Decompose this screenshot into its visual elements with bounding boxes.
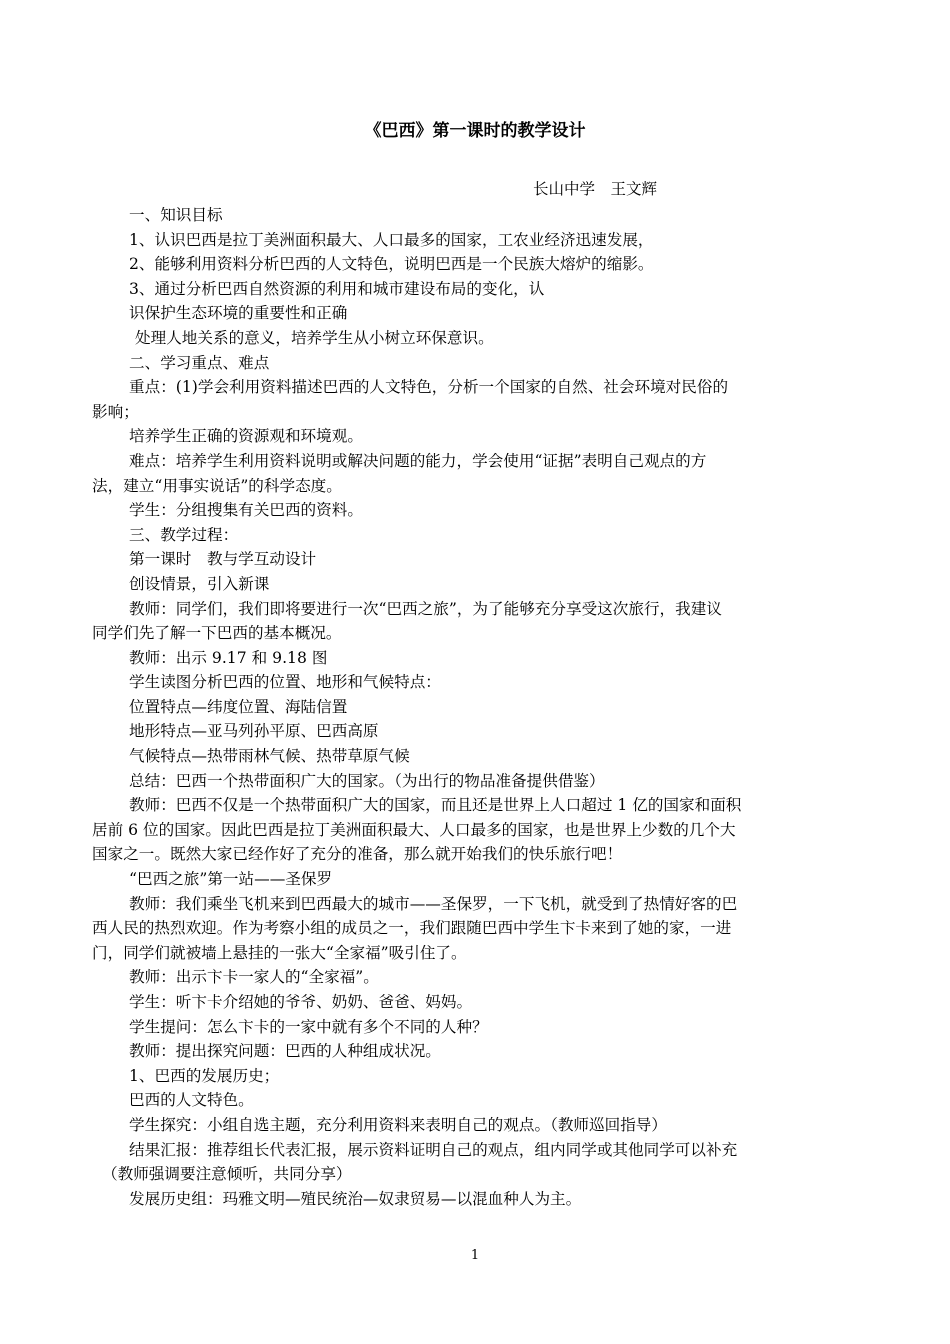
- paragraph-line: 3、通过分析巴西自然资源的利用和城市建设布局的变化，认: [129, 279, 545, 298]
- paragraph-line: 国家之一。既然大家已经作好了充分的准备，那么就开始我们的快乐旅行吧！: [92, 845, 623, 864]
- paragraph-line: 巴西的人文特色。: [129, 1091, 254, 1110]
- document-body: [92, 203, 868, 1211]
- paragraph-line: 同学们先了解一下巴西的基本概况。: [92, 624, 342, 643]
- paragraph-line: 气候特点—热带雨林气候、热带草原气候: [129, 747, 410, 766]
- section-heading: 二、学习重点、难点: [129, 353, 270, 372]
- paragraph-line: 居前 6 位的国家。因此巴西是拉丁美洲面积最大、人口最多的国家，也是世界上少数的几个大: [92, 820, 736, 839]
- paragraph-line: 教师：提出探究问题：巴西的人种组成状况。: [129, 1042, 441, 1061]
- paragraph-line: 教师：我们乘坐飞机来到巴西最大的城市——圣保罗，一下飞机，就受到了热情好客的巴: [129, 894, 738, 913]
- paragraph-line: 创设情景，引入新课: [129, 574, 270, 593]
- paragraph-line: 法，建立“用事实说话”的科学态度。: [92, 476, 342, 495]
- document-title: 《巴西》第一课时的教学设计: [364, 121, 586, 141]
- paragraph-line: 结果汇报：推荐组长代表汇报，展示资料证明自己的观点，组内同学或其他同学可以补充: [129, 1140, 738, 1159]
- paragraph-line: 学生：分组搜集有关巴西的资料。: [129, 501, 363, 520]
- paragraph-line: 培养学生正确的资源观和环境观。: [129, 427, 363, 446]
- paragraph-line: 1、巴西的发展历史；: [129, 1066, 280, 1085]
- paragraph-line: 教师：巴西不仅是一个热带面积广大的国家，而且还是世界上人口超过 1 亿的国家和面积: [129, 796, 742, 815]
- paragraph-line: 第一课时 教与学互动设计: [129, 550, 317, 569]
- paragraph-line: 发展历史组：玛雅文明—殖民统治—奴隶贸易—以混血种人为主。: [129, 1189, 582, 1208]
- paragraph-line: 教师：出示 9.17 和 9.18 图: [129, 648, 328, 667]
- paragraph-line: “巴西之旅”第一站——圣保罗: [129, 870, 333, 889]
- page-number: 1: [470, 1248, 480, 1263]
- paragraph-line: 教师：出示卞卡一家人的“全家福”。: [129, 968, 379, 987]
- paragraph-line: 难点：培养学生利用资料说明或解决问题的能力，学会使用“证据”表明自己观点的方: [129, 451, 707, 470]
- paragraph-line: 识保护生态环境的重要性和正确: [129, 304, 348, 323]
- paragraph-line: 学生探究：小组自选主题，充分利用资料来表明自己的观点。（教师巡回指导）: [129, 1115, 667, 1134]
- paragraph-line: 西人民的热烈欢迎。作为考察小组的成员之一，我们跟随巴西中学生卞卡来到了她的家，一进: [92, 919, 732, 938]
- paragraph-line: 门，同学们就被墙上悬挂的一张大“全家福”吸引住了。: [92, 943, 467, 962]
- section-heading: 一、知识目标: [129, 206, 223, 224]
- paragraph-line: 地形特点—亚马列孙平原、巴西高原: [129, 722, 379, 741]
- paragraph-line: 重点：(1)学会利用资料描述巴西的人文特色，分析一个国家的自然、社会环境对民俗的: [129, 378, 729, 397]
- paragraph-line: 学生提问：怎么卞卡的一家中就有多个不同的人种？: [129, 1017, 488, 1036]
- paragraph-line: 学生：听卞卡介绍她的爷爷、奶奶、爸爸、妈妈。: [129, 993, 473, 1011]
- author-line: 长山中学 王文辉: [533, 180, 658, 198]
- paragraph-line: 教师：同学们，我们即将要进行一次“巴西之旅”，为了能够充分享受这次旅行，我建议: [129, 599, 722, 618]
- paragraph-line: （教师强调要注意倾听，共同分享）: [102, 1165, 352, 1184]
- paragraph-line: 影响；: [92, 402, 139, 421]
- paragraph-line: 总结：巴西一个热带面积广大的国家。（为出行的物品准备提供借鉴）: [129, 771, 605, 790]
- paragraph-line: 1、认识巴西是拉丁美洲面积最大、人口最多的国家，工农业经济迅速发展，: [129, 230, 654, 249]
- paragraph-line: 2、能够利用资料分析巴西的人文特色，说明巴西是一个民族大熔炉的缩影。: [129, 255, 654, 274]
- paragraph-line: 处理人地关系的意义，培养学生从小树立环保意识。: [135, 328, 494, 347]
- paragraph-line: 学生读图分析巴西的位置、地形和气候特点：: [129, 673, 441, 692]
- paragraph-line: 位置特点—纬度位置、海陆信置: [129, 697, 348, 716]
- section-heading: 三、教学过程：: [129, 525, 239, 544]
